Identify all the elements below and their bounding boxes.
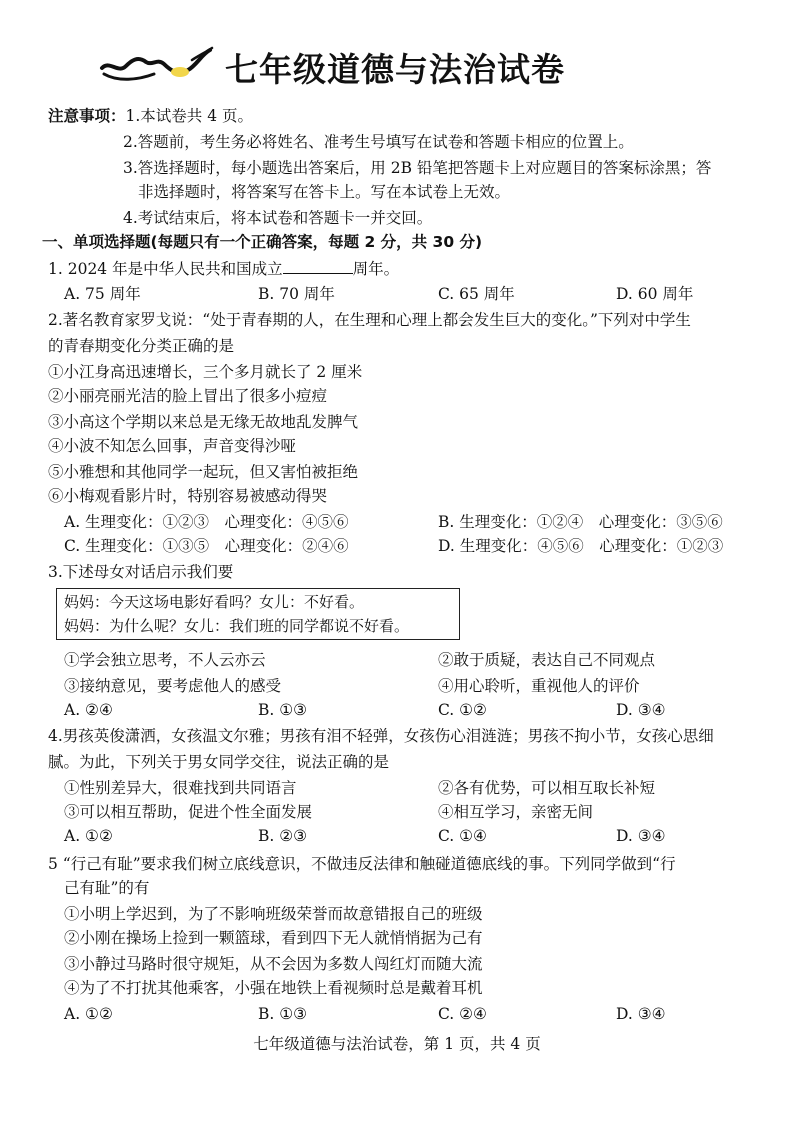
statement-item: ④小波不知怎么回事，声音变得沙哑 <box>48 437 297 455</box>
question-2-stem: 的青春期变化分类正确的是 <box>48 337 235 355</box>
question-4-stem: 4.男孩英俊潇洒，女孩温文尔雅；男孩有泪不轻弹，女孩伤心泪涟涟；男孩不拘小节，女孩心思细 <box>48 727 714 745</box>
option-a: A. 生理变化：①②③ 心理变化：④⑤⑥ <box>64 513 349 531</box>
option-b: B. ①③ <box>258 701 308 719</box>
statement-item: ⑥小梅观看影片时，特别容易被感动得哭 <box>48 487 328 505</box>
statement-item: ④相互学习，亲密无间 <box>438 803 594 821</box>
statement-item: ②小丽亮丽光洁的脸上冒出了很多小痘痘 <box>48 387 328 405</box>
option-c: C. 65 周年 <box>438 285 515 303</box>
dialogue-line: 妈妈：今天这场电影好看吗？女儿：不好看。 <box>64 593 365 611</box>
statement-item: ①小江身高迅速增长，三个多月就长了 2 厘米 <box>48 363 363 381</box>
statement-item: ④为了不打扰其他乘客，小强在地铁上看视频时总是戴着耳机 <box>64 979 483 997</box>
notice-line-1 <box>48 105 253 127</box>
option-b: B. 70 周年 <box>258 285 335 303</box>
page-footer: 七年级道德与法治试卷，第 1 页，共 4 页 <box>253 1035 541 1053</box>
header <box>0 40 794 100</box>
option-d: D. ③④ <box>616 701 666 719</box>
option-a: A. ②④ <box>64 701 113 719</box>
statement-item: ①学会独立思考，不人云亦云 <box>64 651 266 669</box>
statement-item: ①小明上学迟到，为了不影响班级荣誉而故意错报自己的班级 <box>64 905 483 923</box>
statement-item: ③接纳意见，要考虑他人的感受 <box>64 677 282 695</box>
question-5-stem: 己有耻”的有 <box>64 879 150 897</box>
option-b: B. ①③ <box>258 1005 308 1023</box>
option-a: A. ①② <box>64 827 113 845</box>
notice-label: 注意事项： <box>48 107 126 125</box>
option-c: C. 生理变化：①③⑤ 心理变化：②④⑥ <box>64 537 349 555</box>
statement-item: ②敢于质疑，表达自己不同观点 <box>438 651 656 669</box>
notice-item: 2.答题前，考生务必将姓名、准考生号填写在试卷和答题卡相应的位置上。 <box>123 133 634 151</box>
statement-item: ③小高这个学期以来总是无缘无故地乱发脾气 <box>48 413 359 431</box>
option-b: B. ②③ <box>258 827 308 845</box>
option-c: C. ①④ <box>438 827 487 845</box>
notice-item: 非选择题时，将答案写在答卡上。写在本试卷上无效。 <box>138 183 511 201</box>
question-1-stem-b: 周年。 <box>352 260 400 278</box>
option-b: B. 生理变化：①②④ 心理变化：③⑤⑥ <box>438 513 723 531</box>
question-1-stem <box>48 257 399 279</box>
statement-item: ④用心聆听，重视他人的评价 <box>438 677 640 695</box>
option-d: D. 60 周年 <box>616 285 694 303</box>
brush-logo-icon <box>98 46 218 86</box>
option-d: D. ③④ <box>616 827 666 845</box>
section-title: 一、单项选择题(每题只有一个正确答案，每题 2 分，共 30 分) <box>42 233 483 251</box>
statement-item: ③可以相互帮助，促进个性全面发展 <box>64 803 313 821</box>
question-2-stem: 2.著名教育家罗戈说：“处于青春期的人，在生理和心理上都会发生巨大的变化。”下列对中学生 <box>48 311 691 329</box>
notice-item: 4.考试结束后，将本试卷和答题卡一并交回。 <box>123 209 433 227</box>
option-a: A. ①② <box>64 1005 113 1023</box>
answer-blank <box>283 257 353 274</box>
notice-item: 1.本试卷共 4 页。 <box>125 107 254 125</box>
option-d: D. ③④ <box>616 1005 666 1023</box>
option-c: C. ①② <box>438 701 487 719</box>
statement-item: ①性别差异大，很难找到共同语言 <box>64 779 297 797</box>
question-4-stem: 腻。为此，下列关于男女同学交往，说法正确的是 <box>48 753 390 771</box>
question-5-stem: 5 “行己有耻”要求我们树立底线意识，不做违反法律和触碰道德底线的事。下列同学做到“行 <box>48 855 676 873</box>
dialogue-line: 妈妈：为什么呢？女儿：我们班的同学都说不好看。 <box>64 617 410 635</box>
option-d: D. 生理变化：④⑤⑥ 心理变化：①②③ <box>438 537 724 555</box>
option-c: C. ②④ <box>438 1005 487 1023</box>
statement-item: ⑤小雅想和其他同学一起玩，但又害怕被拒绝 <box>48 463 359 481</box>
statement-item: ③小静过马路时很守规矩，从不会因为多数人闯红灯而随大流 <box>64 955 483 973</box>
notice-item: 3.答选择题时，每小题选出答案后，用 2B 铅笔把答题卡上对应题目的答案标涂黑；答 <box>123 159 712 177</box>
statement-item: ②小刚在操场上捡到一颗篮球，看到四下无人就悄悄据为己有 <box>64 929 483 947</box>
page-title: 七年级道德与法治试卷 <box>225 50 565 89</box>
question-1-stem-a: 1. 2024 年是中华人民共和国成立 <box>48 260 283 278</box>
option-a: A. 75 周年 <box>64 285 141 303</box>
statement-item: ②各有优势，可以相互取长补短 <box>438 779 656 797</box>
question-3-stem: 3.下述母女对话启示我们要 <box>48 563 234 581</box>
